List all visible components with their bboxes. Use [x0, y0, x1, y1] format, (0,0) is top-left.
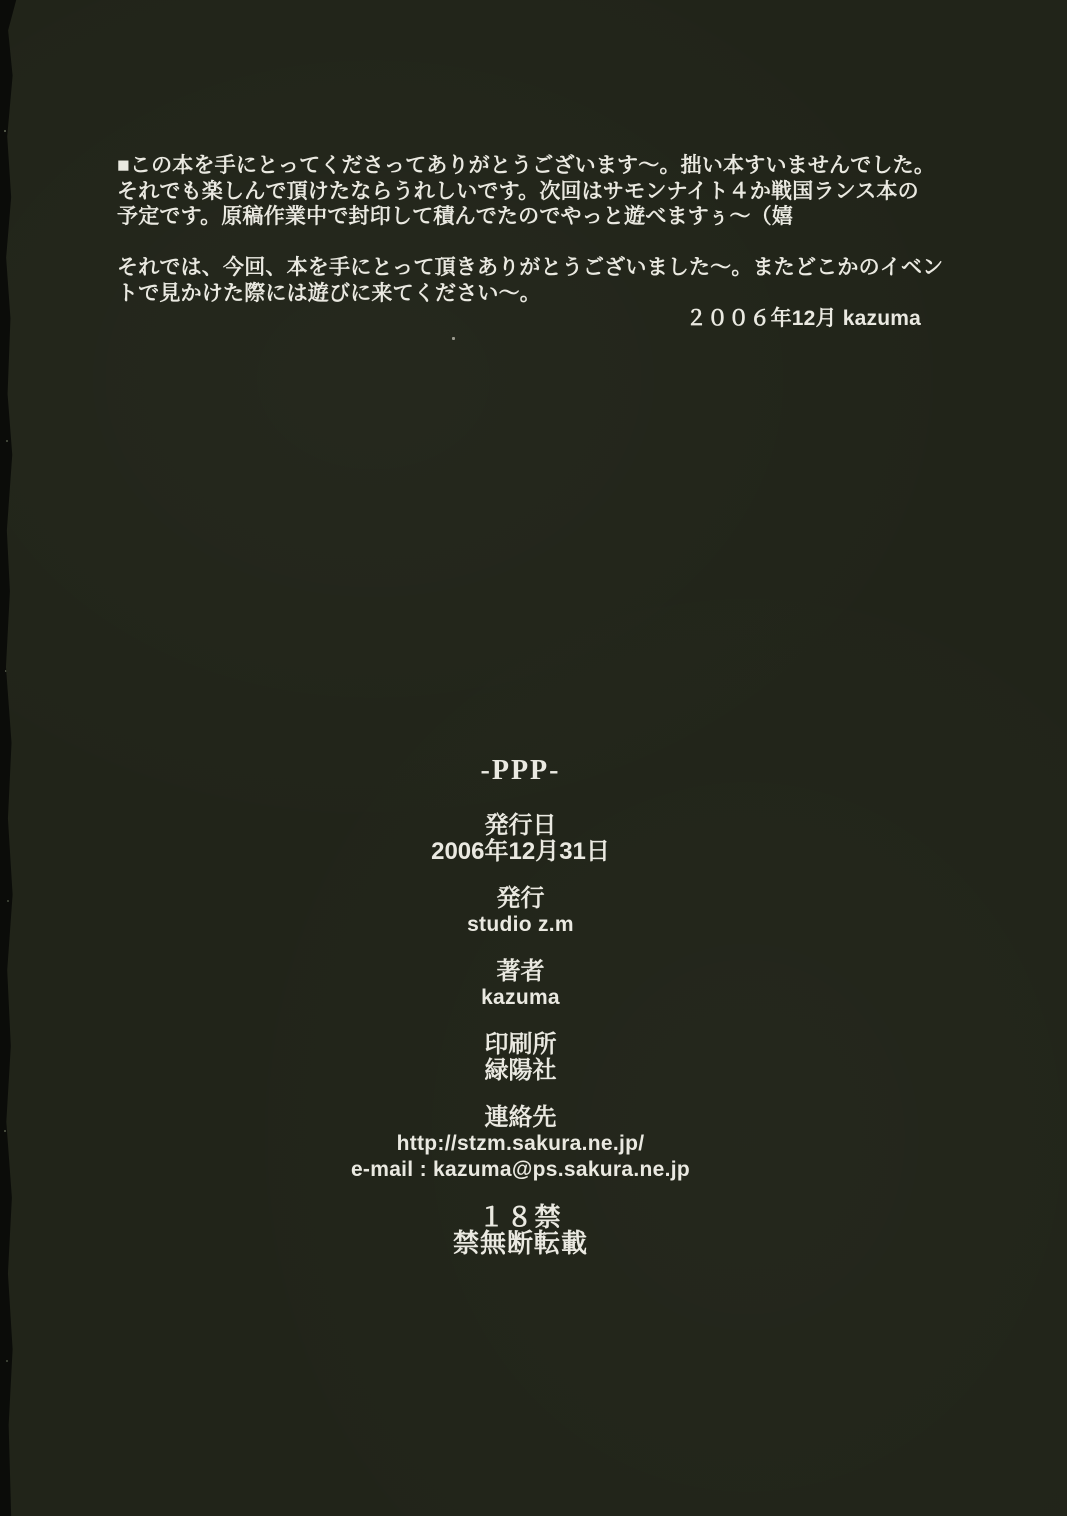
afterword-line-4: それでは、今回、本を手にとって頂きありがとうございました～。またどこかのイベン	[117, 256, 944, 279]
colophon-section-printer	[0, 1032, 1041, 1084]
afterword-line-1: ■この本を手にとってくださってありがとうございます～。拙い本すいませんでした。	[117, 154, 936, 177]
printer-value: 緑陽社	[484, 1057, 557, 1084]
publisher-label: 発行	[496, 885, 545, 912]
printer-label: 印刷所	[484, 1031, 557, 1058]
contact-label: 連絡先	[484, 1104, 557, 1131]
afterword-signature: ２００６年12月 kazuma	[685, 307, 921, 330]
age-rating: １８禁	[478, 1202, 563, 1232]
colophon-section-publisher	[0, 886, 1041, 938]
afterword-text-block	[117, 153, 945, 332]
author-label: 著者	[496, 958, 545, 985]
author-value: kazuma	[481, 986, 560, 1009]
afterword-line-3: 予定です。原稿作業中で封印して積んでたのでやっと遊べますぅ～（嬉	[117, 205, 794, 228]
contact-website-url: http://stzm.sakura.ne.jp/	[396, 1132, 645, 1155]
scan-speck	[452, 337, 455, 340]
publisher-value: studio z.m	[467, 913, 574, 936]
contact-email: e-mail : kazuma@ps.sakura.ne.jp	[350, 1158, 691, 1181]
colophon-section-author	[0, 959, 1041, 1011]
colophon-title: -PPP-	[480, 755, 561, 786]
colophon-block	[0, 756, 1041, 1256]
publish-date-value: 2006年12月31日	[431, 838, 610, 865]
afterword-line-5: トで見かけた際には遊びに来てください～。	[117, 281, 541, 305]
no-reproduction-notice: 禁無断転載	[452, 1228, 588, 1258]
publish-date-label: 発行日	[484, 812, 557, 839]
afterword-line-2: それでも楽しんで頂けたならうれしいです。次回はサモンナイト４か戦国ランス本の	[117, 179, 919, 203]
colophon-section-publish-date	[0, 813, 1041, 865]
colophon-section-contact	[0, 1105, 1041, 1183]
